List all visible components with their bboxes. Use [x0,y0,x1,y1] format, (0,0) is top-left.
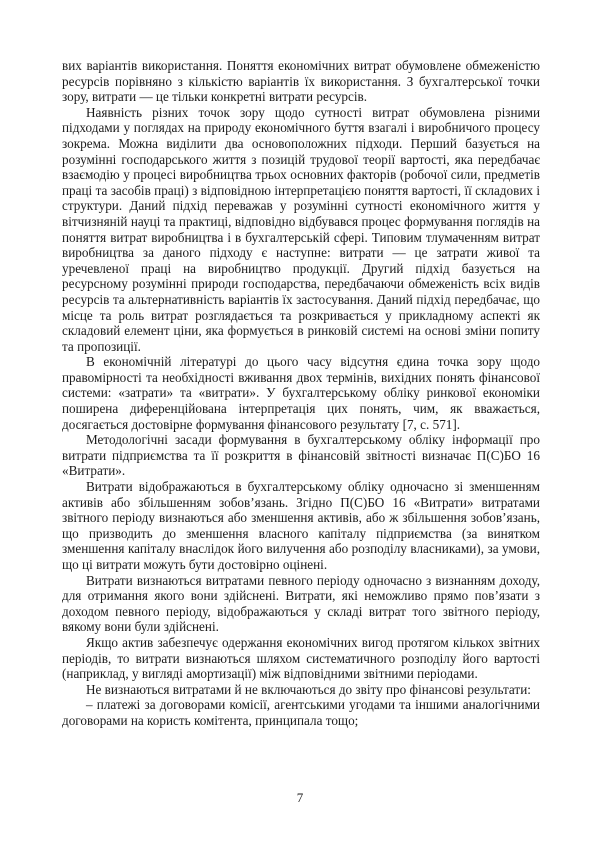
page-body [62,58,540,729]
paragraph-5: Витрати відображаються в бухгалтерському обліку одночасно зі зменшенням активів або збільшенням зобов’язань. Згідно П(С)БО 16 «Витрати» витратами звітного періоду визнаються або зменшення активів, або ж збільшення зобов’язань, що призводить до зменшення власного капіталу підприємства (за винятком зменшення капіталу внаслідок його вилучення або розподілу власниками), за умови, що ці витрати можуть бути достовірно оцінені. [62,479,540,572]
list-item-1: – платежі за договорами комісії, агентськими угодами та іншими аналогічними договорами на користь комітента, принципала тощо; [62,697,540,728]
paragraph-6: Витрати визнаються витратами певного періоду одночасно з визнанням доходу, для отримання якого вони здійснені. Витрати, які неможливо прямо пов’язати з доходом певного періоду, відображаються у складі витрат того звітного періоду, вякому вони були здійснені. [62,572,540,635]
paragraph-3: В економічній літературі до цього часу відсутня єдина точка зору щодо правомірності та необхідності вживання двох термінів, вихідних понять фінансової системи: «затрати» та «витрати». У бухгалтерському обліку ринкової економіки поширена диференційована інтерпретація цих понять, чим, як вважається, досягається достовірне формування фінансового результату [7, с. 571]. [62,354,540,432]
paragraph-8: Не визнаються витратами й не включаються до звіту про фінансові результати: [86,681,531,697]
page-number: 7 [296,790,304,805]
paragraph-7: Якщо актив забезпечує одержання економічних вигод протягом кількох звітних періодів, то витрати визнаються шляхом систематичного розподілу його вартості (наприклад, у вигляді амортизації) між відповідними звітними періодами. [62,634,540,682]
paragraph-1: вих варіантів використання. Поняття економічних витрат обумовлене обмеженістю ресурсів порівняно з кількістю варіантів їх використання. З бухгалтерської точки зору, витрати — це тільки конкретні витрати ресурсів. [62,58,540,105]
paragraph-2: Наявність різних точок зору щодо сутності витрат обумовлена різними підходами у поглядах на природу економічного буття взагалі і виробничого процесу зокрема. Можна виділити два основоположних підходи. Перший базується на розумінні господарського життя з позицій трудової теорії вартості, яка передбачає взаємодію у процесі виробництва трьох основних факторів (робочої сили, предметів праці та засобів праці) з відповідною інтерпретацією поняття вартості, її складових і структури. Даний підхід переважав у розумінні сутності економічного життя у вітчизняній науці та практиці, відповідно відбувався процес формування поглядів на поняття витрат виробництва і в бухгалтерській сфері. Типовим тлумаченням витрат виробництва за даного підходу є наступне: витрати — це затрати живої та уречевленої праці на виробництво продукції. Другий підхід базується на ресурсному розумінні природи господарства, передбачаючи обмеженість всіх видів ресурсів та альтернативність варіантів їх застосування. Даний підхід передбачає, що місце та роль витрат розглядається та розкривається у прикладному аспекті як складовий елемент ціни, яка формується в ринковій системі на основі зміни попиту та пропозиції. [62,104,540,354]
paragraph-4: Методологічні засади формування в бухгалтерському обліку інформації про витрати підприємства та її розкриття в фінансовій звітності визначає П(С)БО 16 «Витрати». [62,432,540,479]
